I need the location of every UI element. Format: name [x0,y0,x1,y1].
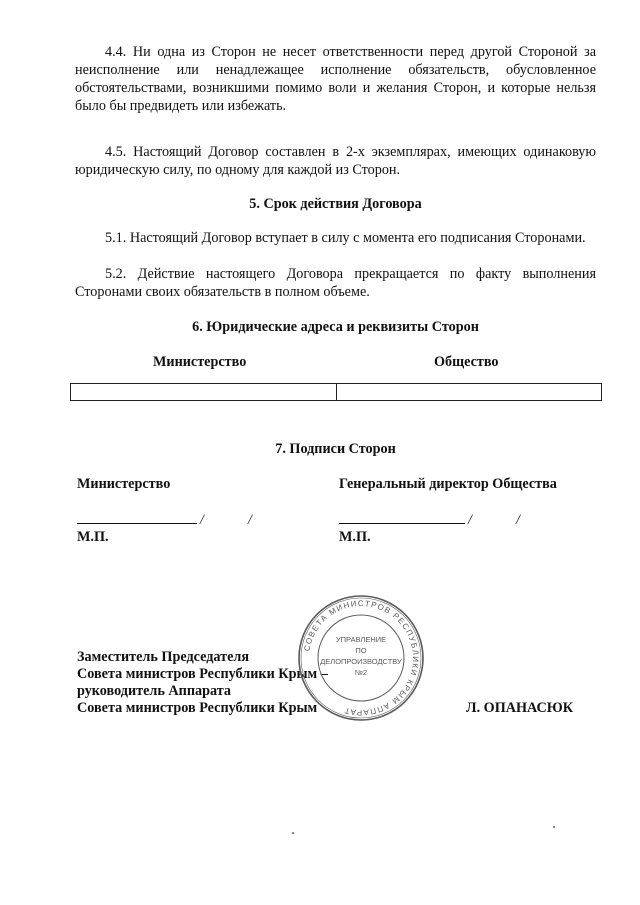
clause-4-4 [75,43,596,115]
signatory-title-line-3: руководитель Аппарата [77,683,231,699]
scan-speck-2 [553,826,555,828]
signature-slash-left-2: / [247,512,252,528]
signatory-title-line-4: Совета министров Республики Крым [77,700,318,716]
signature-slash-right-2: / [515,512,520,528]
clause-5-1-text: 5.1. Настоящий Договор вступает в силу с момента его подписания Сторонами. [105,230,586,246]
signature-right-title: Генеральный директор Общества [339,476,557,492]
signature-blank-right [339,510,465,524]
scan-speck-1 [292,832,294,834]
signature-slash-right-1: / [468,512,472,528]
stamp-line-4: №2 [354,668,368,677]
signatory-name: Л. ОПАНАСЮК [466,700,574,716]
requisites-right-header: Общество [434,354,499,370]
clause-4-5 [75,143,596,179]
clause-4-4-text: 4.4. Ни одна из Сторон не несет ответственности перед другой Стороной за неисполнение или ненадлежащее исполнение обязательств, обусловленное обстоятельствами, возникшими помимо воли и желания Сторон, и которые нельзя было бы предвидеть или избежать. [75,44,596,114]
stamp-line-3: ДЕЛОПРОИЗВОДСТВУ [320,657,402,666]
signature-line-right [339,510,520,529]
requisites-table [70,383,602,401]
seal-place-left: М.П. [77,529,109,545]
signature-line-left [77,510,252,529]
stamp-line-1: УПРАВЛЕНИЕ [335,635,387,644]
official-stamp [297,594,425,722]
clause-4-5-text: 4.5. Настоящий Договор составлен в 2-х экземплярах, имеющих одинаковую юридическую силу, по одному для каждой из Сторон. [75,144,596,178]
clause-5-1 [75,229,596,247]
signature-slash-left-1: / [200,512,204,528]
stamp-ring-text: СОВЕТА МИНИСТРОВ РЕСПУБЛИКИ КРЫМ АППАРАТ [302,598,421,718]
signature-blank-left [77,510,197,524]
seal-place-right: М.П. [339,529,371,545]
clause-5-2 [75,265,596,301]
signatory-title-line-1: Заместитель Председателя [77,649,250,665]
signature-left-title: Министерство [77,476,171,492]
section-7-heading: 7. Подписи Сторон [275,441,396,457]
clause-5-2-text: 5.2. Действие настоящего Договора прекращается по факту выполнения Сторонами своих обязательств в полном объеме. [75,266,596,300]
section-6-heading: 6. Юридические адреса и реквизиты Сторон [192,319,479,335]
section-5-heading: 5. Срок действия Договора [249,196,422,212]
requisites-table-divider [336,384,337,400]
signatory-title-line-2: Совета министров Республики Крым – [77,666,328,682]
stamp-line-2: ПО [355,646,367,655]
requisites-left-header: Министерство [153,354,247,370]
